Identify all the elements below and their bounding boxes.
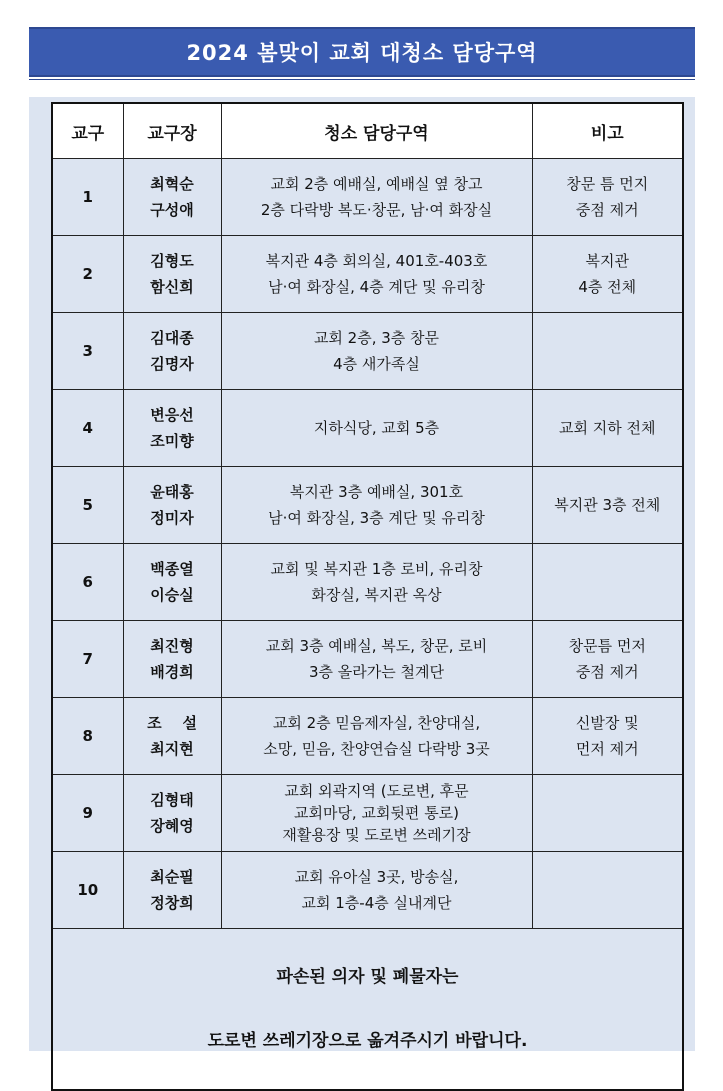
cleaning-area xyxy=(221,467,532,544)
table-row xyxy=(52,390,683,467)
group-leaders xyxy=(123,467,221,544)
group-leaders xyxy=(123,621,221,698)
group-number: 10 xyxy=(52,852,123,929)
remark-line: 중점 제거 xyxy=(575,663,639,681)
cleaning-area-line: 재활용장 및 도로변 쓰레기장 xyxy=(282,826,471,844)
remark-line: 중점 제거 xyxy=(575,201,639,219)
header-area: 청소 담당구역 xyxy=(221,103,532,159)
cleaning-area xyxy=(221,544,532,621)
table-row xyxy=(52,852,683,929)
cleaning-area-line: 4층 새가족실 xyxy=(333,355,420,373)
cleaning-area xyxy=(221,621,532,698)
group-leaders xyxy=(123,236,221,313)
group-leaders xyxy=(123,775,221,852)
group-number: 2 xyxy=(52,236,123,313)
remark xyxy=(532,852,683,929)
remark xyxy=(532,544,683,621)
group-number: 8 xyxy=(52,698,123,775)
cleaning-area-line: 화장실, 복지관 옥상 xyxy=(311,586,442,604)
remark xyxy=(532,159,683,236)
cleaning-area-line: 3층 올라가는 철계단 xyxy=(308,663,444,681)
cleaning-area xyxy=(221,313,532,390)
group-leaders-line: 정미자 xyxy=(150,509,194,527)
group-leaders-line: 정창희 xyxy=(150,894,194,912)
group-number: 7 xyxy=(52,621,123,698)
cleaning-area-line: 2층 다락방 복도·창문, 남·여 화장실 xyxy=(260,201,493,219)
cleaning-area-line: 교회마당, 교회뒷편 통로) xyxy=(293,804,460,822)
group-leaders xyxy=(123,852,221,929)
group-leaders-line: 최지현 xyxy=(150,740,194,758)
remark-line: 4층 전체 xyxy=(578,278,637,296)
group-leaders-line: 장혜영 xyxy=(150,817,194,835)
table-row xyxy=(52,621,683,698)
footer-row xyxy=(52,929,683,1091)
group-leaders-line: 이승실 xyxy=(150,586,194,604)
footer-line: 파손된 의자 및 폐물자는 xyxy=(276,967,459,987)
group-leaders-line: 조미향 xyxy=(150,432,194,450)
cleaning-area-line: 교회 유아실 3곳, 방송실, xyxy=(294,868,459,886)
group-leaders-line: 조 설 xyxy=(147,714,197,732)
group-leaders-line: 함신희 xyxy=(150,278,194,296)
group-leaders xyxy=(123,698,221,775)
group-leaders-line: 김형태 xyxy=(150,791,194,809)
header-group: 교구 xyxy=(52,103,123,159)
table-row xyxy=(52,544,683,621)
remark-line: 먼저 제거 xyxy=(575,740,639,758)
group-leaders xyxy=(123,390,221,467)
cleaning-area xyxy=(221,698,532,775)
remark-line: 창문틈 먼저 xyxy=(568,637,646,655)
group-leaders xyxy=(123,313,221,390)
cleaning-area xyxy=(221,775,532,852)
cleaning-area xyxy=(221,852,532,929)
group-number: 6 xyxy=(52,544,123,621)
cleaning-schedule-table xyxy=(51,102,684,1091)
group-number: 4 xyxy=(52,390,123,467)
cleaning-area-line: 소망, 믿음, 찬양연습실 다락방 3곳 xyxy=(263,740,490,758)
cleaning-area-line: 교회 2층, 3층 창문 xyxy=(313,329,440,347)
footer-notice xyxy=(52,929,683,1091)
remark xyxy=(532,698,683,775)
cleaning-area xyxy=(221,236,532,313)
cleaning-area-line: 교회 2층 예배실, 예배실 옆 창고 xyxy=(270,175,483,193)
group-leaders xyxy=(123,159,221,236)
cleaning-area-line: 교회 및 복지관 1층 로비, 유리창 xyxy=(270,560,483,578)
cleaning-area-line: 교회 2층 믿음제자실, 찬양대실, xyxy=(272,714,481,732)
remark-line: 교회 지하 전체 xyxy=(559,419,656,437)
table-row xyxy=(52,467,683,544)
header-note: 비고 xyxy=(532,103,683,159)
cleaning-area-line: 복지관 3층 예배실, 301호 xyxy=(289,483,464,501)
remark xyxy=(532,775,683,852)
group-leaders-line: 변응선 xyxy=(150,406,194,424)
footer-line: 도로변 쓰레기장으로 옮겨주시기 바랍니다. xyxy=(207,1031,528,1051)
group-leaders-line: 김대종 xyxy=(150,329,194,347)
header-leader: 교구장 xyxy=(123,103,221,159)
group-leaders-line: 김형도 xyxy=(150,252,194,270)
table-row xyxy=(52,313,683,390)
remark-line: 창문 틈 먼지 xyxy=(566,175,649,193)
cleaning-area-line: 교회 1층-4층 실내계단 xyxy=(301,894,452,912)
cleaning-area-line: 교회 3층 예배실, 복도, 창문, 로비 xyxy=(265,637,488,655)
cleaning-area-line: 남·여 화장실, 4층 계단 및 유리창 xyxy=(268,278,485,296)
group-number: 1 xyxy=(52,159,123,236)
cleaning-area-line: 복지관 4층 회의실, 401호-403호 xyxy=(265,252,488,270)
group-number: 3 xyxy=(52,313,123,390)
remark-line: 신발장 및 xyxy=(575,714,639,732)
group-number: 5 xyxy=(52,467,123,544)
remark-line: 복지관 xyxy=(585,252,629,270)
table-row xyxy=(52,698,683,775)
cleaning-area xyxy=(221,390,532,467)
cleaning-area-line: 교회 외곽지역 (도로변, 후문 xyxy=(284,782,469,800)
remark xyxy=(532,313,683,390)
remark-line: 복지관 3층 전체 xyxy=(554,496,661,514)
table-row xyxy=(52,236,683,313)
group-leaders-line: 구성애 xyxy=(150,201,194,219)
group-leaders-line: 최진형 xyxy=(150,637,194,655)
cleaning-area xyxy=(221,159,532,236)
group-leaders-line: 김명자 xyxy=(150,355,194,373)
remark xyxy=(532,236,683,313)
cleaning-area-line: 남·여 화장실, 3층 계단 및 유리창 xyxy=(268,509,485,527)
page-title: 2024 봄맞이 교회 대청소 담당구역 xyxy=(186,41,538,65)
remark xyxy=(532,467,683,544)
table-header-row xyxy=(52,103,683,159)
table-row xyxy=(52,775,683,852)
group-number: 9 xyxy=(52,775,123,852)
group-leaders-line: 최순필 xyxy=(150,868,194,886)
remark xyxy=(532,390,683,467)
group-leaders-line: 배경희 xyxy=(150,663,194,681)
group-leaders-line: 백종열 xyxy=(150,560,194,578)
group-leaders xyxy=(123,544,221,621)
cleaning-area-line: 지하식당, 교회 5층 xyxy=(313,419,440,437)
group-leaders-line: 최혁순 xyxy=(150,175,194,193)
remark xyxy=(532,621,683,698)
title-banner xyxy=(29,27,695,77)
table-row xyxy=(52,159,683,236)
group-leaders-line: 윤태홍 xyxy=(150,483,194,501)
